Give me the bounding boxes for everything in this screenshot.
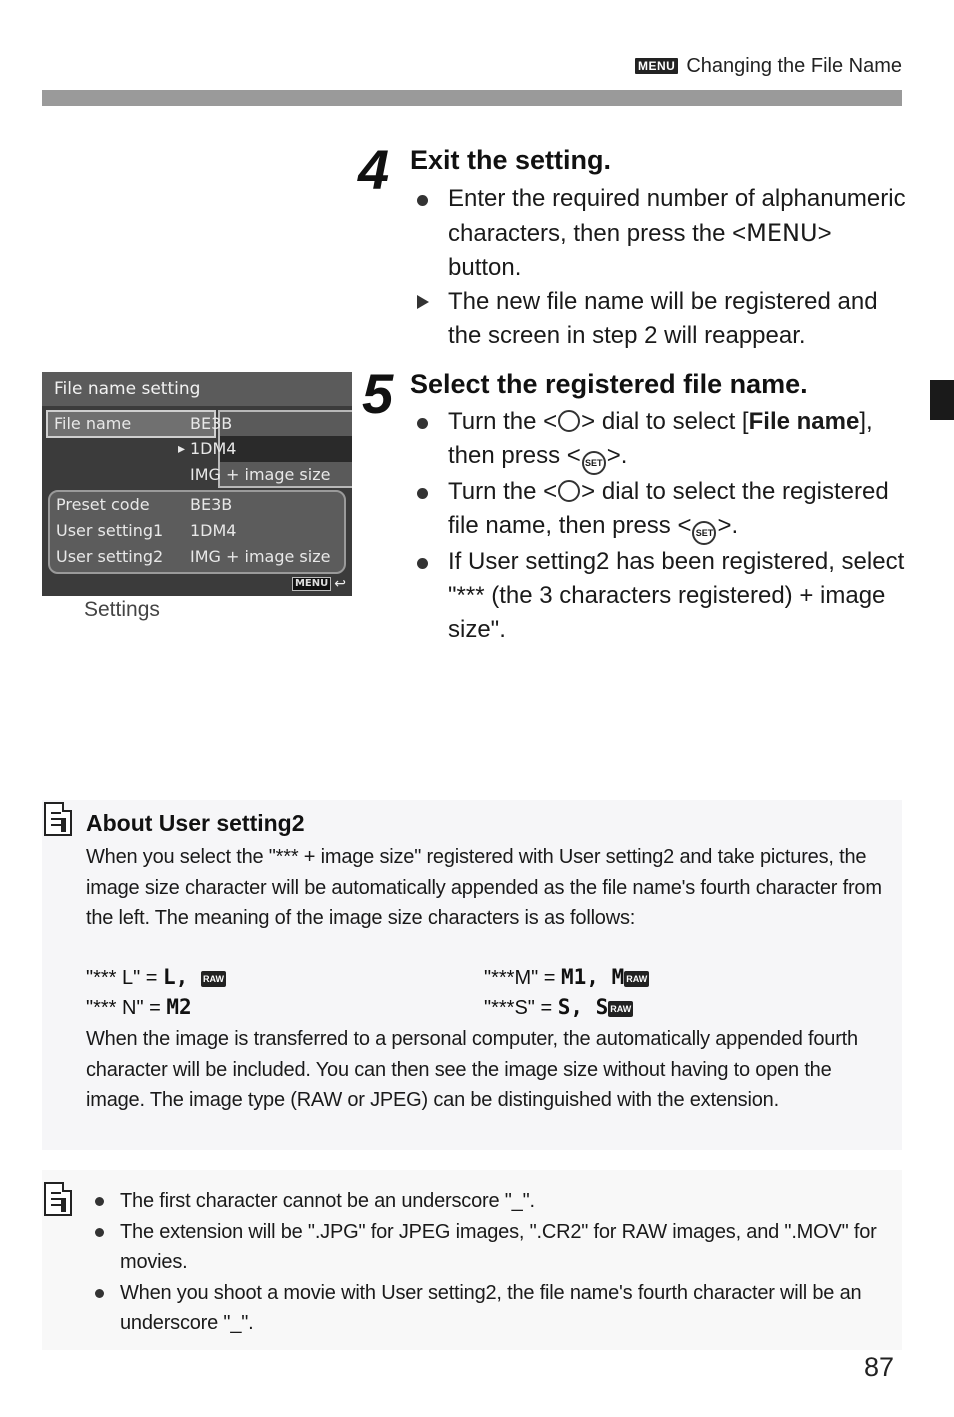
header-title: Changing the File Name [686,54,902,77]
memo-icon [44,1182,72,1216]
lcd-dropdown-pointer-icon: ▸ [178,441,186,457]
result-arrow-icon [417,295,429,309]
lcd-dropdown-option: 1DM4 [190,439,237,458]
return-icon: ↩ [334,576,346,592]
step-5-list [412,405,907,647]
set-button-icon: SET [692,521,716,545]
tips-list [92,1186,892,1339]
bullet-icon [417,488,428,499]
menu-button-label: MENU [746,219,818,247]
step-4-item-1: Enter the required number of alphanumeric characters, then press the <MENU> button. [412,182,907,285]
lcd-dropdown-selection [220,436,352,462]
note-title: About User setting2 [86,810,305,836]
raw-icon: RAW [201,971,226,987]
step-5-item-3: If User setting2 has been registered, select "*** (the 3 characters registered) + image size". [412,545,907,647]
step-5-title: Select the registered file name. [410,369,808,399]
memo-icon [44,802,72,836]
step-4-item-2: The new file name will be registered and the screen in step 2 will reappear. [412,285,907,353]
lcd-row-label: Preset code [56,495,150,514]
raw-icon: RAW [608,1001,633,1017]
tip-item: The first character cannot be an underscore "_". [92,1186,892,1217]
lcd-row-label: User setting2 [56,547,164,566]
lcd-dropdown-option: IMG + image size [190,465,331,484]
bullet-icon [417,558,428,569]
step-5-item-1: Turn the < > dial to select [File name], then press < SET >. [412,405,907,475]
size-map-s: "***S" = S, S RAW [484,995,632,1019]
camera-lcd-screenshot [42,372,352,596]
raw-icon: RAW [624,971,649,987]
bullet-icon [417,195,428,206]
quick-control-dial-icon [558,410,580,432]
bullet-icon [95,1228,104,1237]
lcd-title: File name setting [42,372,352,406]
step-5-item-2: Turn the < > dial to select the registered file name, then press < SET >. [412,475,907,545]
size-map-n: "*** N" = M2 [86,995,192,1019]
lcd-row-value: BE3B [190,414,233,433]
tip-item: When you shoot a movie with User setting2, the file name's fourth character will be an underscore "_". [92,1278,892,1339]
image-caption: Settings [84,598,160,621]
lcd-row-label: File name [54,414,132,433]
size-map-l: "*** L" = L, RAW [86,965,224,989]
lcd-row-label: User setting1 [56,521,164,540]
step-4-title: Exit the setting. [410,145,612,175]
note-paragraph-2: When the image is transferred to a personal computer, the automatically appended fourth character will be included. You can then see the image size without having to open the image. The image type (RAW or JPEG) can be distinguished with the extension. [86,1028,858,1111]
menu-icon: MENU [292,577,331,591]
header-rule [42,90,902,106]
tip-item: The extension will be ".JPG" for JPEG images, ".CR2" for RAW images, and ".MOV" for movies. [92,1217,892,1278]
bullet-icon [417,418,428,429]
step-5-number: 5 [362,362,394,425]
quick-control-dial-icon [558,480,580,502]
step-4-list [412,182,907,353]
lcd-row-value: BE3B [190,495,233,514]
lcd-row-value: 1DM4 [190,521,237,540]
lcd-footer [292,576,346,592]
page-header [600,52,902,80]
lcd-row-value: IMG + image size [190,547,331,566]
chapter-tab [930,380,954,420]
step-4-number: 4 [358,138,390,201]
page-number: 87 [864,1352,895,1382]
bullet-icon [95,1197,104,1206]
size-map-m: "***M" = M1, M RAW [484,965,648,989]
bullet-icon [95,1289,104,1298]
note-paragraph-1: When you select the "*** + image size" registered with User setting2 and take pictures, the image size character will be automatically appended as the file name's fourth character from the left. The meaning of the image size characters is as follows: [86,846,882,929]
menu-icon: MENU [635,58,678,74]
set-button-icon: SET [582,451,606,475]
